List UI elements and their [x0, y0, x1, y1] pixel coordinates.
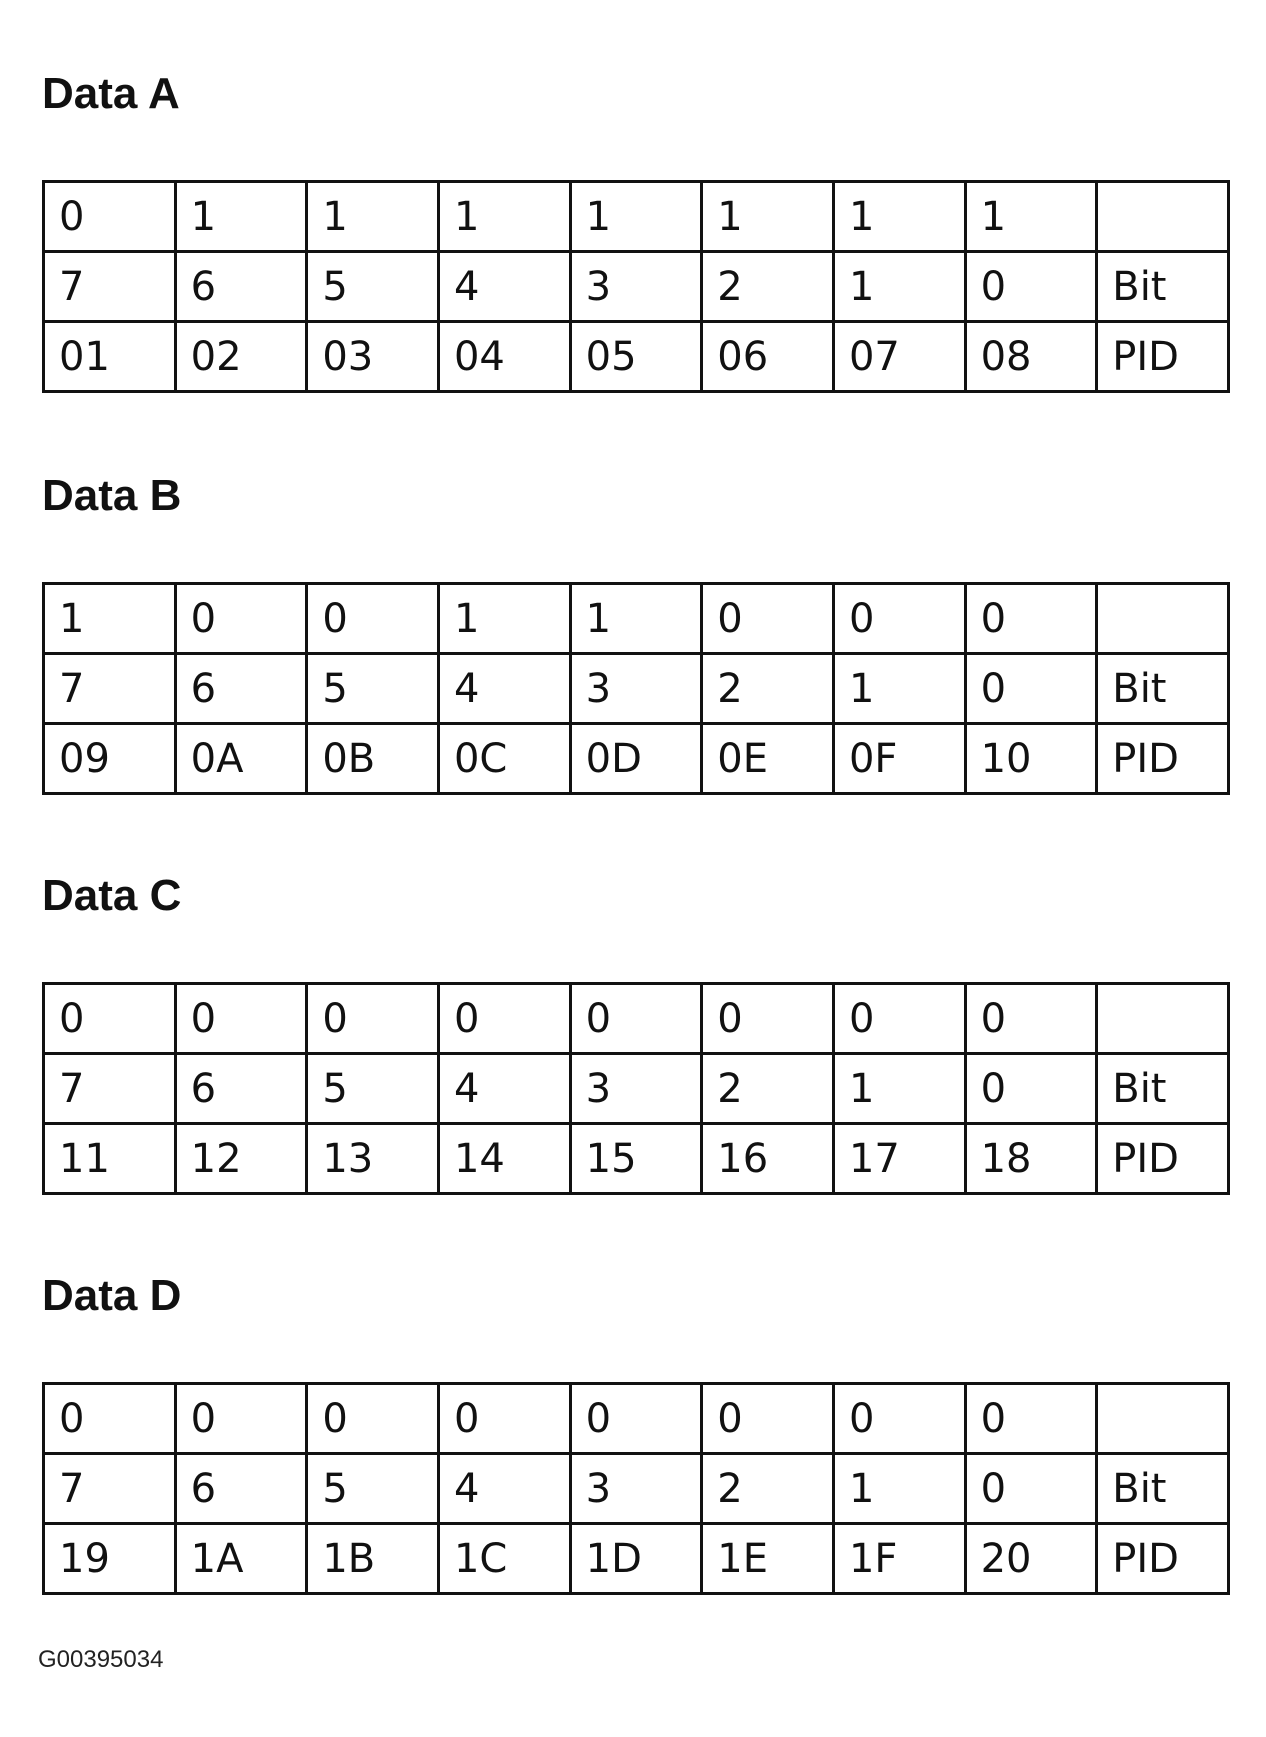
table-cell: 1	[570, 182, 702, 252]
table-cell: 14	[438, 1124, 570, 1194]
table-cell: 1	[833, 1054, 965, 1124]
pid-row	[44, 322, 1229, 392]
table-cell: 5	[307, 252, 439, 322]
table-cell: 0C	[438, 724, 570, 794]
table-cell: 0	[44, 182, 176, 252]
table-cell: 0	[175, 984, 307, 1054]
table-cell: 0	[965, 654, 1097, 724]
table-cell: 04	[438, 322, 570, 392]
table-cell: 16	[702, 1124, 834, 1194]
table-cell	[1097, 182, 1229, 252]
table-cell: 2	[702, 654, 834, 724]
table-cell: 0	[965, 1454, 1097, 1524]
table-cell	[1097, 984, 1229, 1054]
table-cell: 2	[702, 252, 834, 322]
table-cell: 0	[307, 984, 439, 1054]
values-row	[44, 984, 1229, 1054]
table-cell: 06	[702, 322, 834, 392]
table-cell: 1	[175, 182, 307, 252]
table-cell: 0E	[702, 724, 834, 794]
values-row	[44, 1384, 1229, 1454]
table-cell: 2	[702, 1054, 834, 1124]
table-cell: 1F	[833, 1524, 965, 1594]
table-cell: 6	[175, 252, 307, 322]
table-cell: 12	[175, 1124, 307, 1194]
table-cell: 10	[965, 724, 1097, 794]
section-title-data-d: Data D	[42, 1271, 182, 1320]
table-cell: 7	[44, 1054, 176, 1124]
table-cell: 1	[307, 182, 439, 252]
data-table-d	[42, 1382, 1230, 1595]
table-cell: 0	[438, 984, 570, 1054]
table-cell: 0	[965, 252, 1097, 322]
table-cell: 0	[965, 984, 1097, 1054]
table-cell: 4	[438, 654, 570, 724]
table-cell: 08	[965, 322, 1097, 392]
table-cell: 17	[833, 1124, 965, 1194]
bit-row	[44, 1454, 1229, 1524]
table-cell: 3	[570, 1054, 702, 1124]
table-cell: 11	[44, 1124, 176, 1194]
table-cell: PID	[1097, 1124, 1229, 1194]
table-cell: 0	[570, 1384, 702, 1454]
table-cell: 0	[833, 584, 965, 654]
table-cell: 1	[833, 252, 965, 322]
table-cell: 1	[833, 182, 965, 252]
table-cell: 3	[570, 252, 702, 322]
table-cell: 05	[570, 322, 702, 392]
table-cell: 0	[965, 1384, 1097, 1454]
table-cell: 0F	[833, 724, 965, 794]
pid-row	[44, 1524, 1229, 1594]
table-cell: 09	[44, 724, 176, 794]
table-cell: 1	[833, 1454, 965, 1524]
table-cell: 0	[702, 1384, 834, 1454]
table-cell: 0	[965, 1054, 1097, 1124]
table-cell: 1C	[438, 1524, 570, 1594]
table-cell: 0B	[307, 724, 439, 794]
data-table-b	[42, 582, 1230, 795]
table-cell: 3	[570, 1454, 702, 1524]
table-cell: Bit	[1097, 1454, 1229, 1524]
data-table-c	[42, 982, 1230, 1195]
figure-id: G00395034	[38, 1646, 164, 1673]
values-row	[44, 182, 1229, 252]
table-cell: 1	[570, 584, 702, 654]
table-cell: 1E	[702, 1524, 834, 1594]
table-cell: 0A	[175, 724, 307, 794]
table-cell: 0	[307, 584, 439, 654]
table-cell: 1D	[570, 1524, 702, 1594]
table-cell: 7	[44, 654, 176, 724]
table-cell: 1	[438, 584, 570, 654]
table-cell: 1	[965, 182, 1097, 252]
table-cell: 4	[438, 1054, 570, 1124]
table-cell: 6	[175, 654, 307, 724]
table-cell: 5	[307, 654, 439, 724]
table-cell: PID	[1097, 724, 1229, 794]
table-cell: 0	[702, 984, 834, 1054]
table-cell: 4	[438, 1454, 570, 1524]
table-cell: 0	[175, 1384, 307, 1454]
pid-row	[44, 724, 1229, 794]
data-table-a	[42, 180, 1230, 393]
table-cell: 0	[833, 984, 965, 1054]
table-cell	[1097, 1384, 1229, 1454]
table-cell: 19	[44, 1524, 176, 1594]
table-cell: 0	[965, 584, 1097, 654]
table-cell: 1	[833, 654, 965, 724]
table-cell: 7	[44, 252, 176, 322]
table-cell	[1097, 584, 1229, 654]
section-title-data-a: Data A	[42, 69, 180, 118]
table-cell: PID	[1097, 322, 1229, 392]
values-row	[44, 584, 1229, 654]
table-cell: 1A	[175, 1524, 307, 1594]
table-cell: PID	[1097, 1524, 1229, 1594]
table-cell: 0	[833, 1384, 965, 1454]
table-cell: 0	[44, 984, 176, 1054]
pid-row	[44, 1124, 1229, 1194]
table-cell: 6	[175, 1054, 307, 1124]
table-cell: 1	[438, 182, 570, 252]
table-cell: 1	[702, 182, 834, 252]
table-cell: 0	[175, 584, 307, 654]
table-cell: 18	[965, 1124, 1097, 1194]
table-cell: 6	[175, 1454, 307, 1524]
table-cell: 0	[570, 984, 702, 1054]
section-title-data-b: Data B	[42, 471, 182, 520]
bit-row	[44, 252, 1229, 322]
table-cell: 1B	[307, 1524, 439, 1594]
table-cell: 0	[702, 584, 834, 654]
table-cell: 03	[307, 322, 439, 392]
table-cell: 0	[44, 1384, 176, 1454]
table-cell: 4	[438, 252, 570, 322]
table-cell: Bit	[1097, 1054, 1229, 1124]
bit-row	[44, 654, 1229, 724]
table-cell: 02	[175, 322, 307, 392]
table-cell: 0	[307, 1384, 439, 1454]
table-cell: 1	[44, 584, 176, 654]
table-cell: 20	[965, 1524, 1097, 1594]
table-cell: 01	[44, 322, 176, 392]
table-cell: 13	[307, 1124, 439, 1194]
table-cell: 15	[570, 1124, 702, 1194]
table-cell: 3	[570, 654, 702, 724]
table-cell: 5	[307, 1054, 439, 1124]
table-cell: 0D	[570, 724, 702, 794]
table-cell: 0	[438, 1384, 570, 1454]
table-cell: Bit	[1097, 252, 1229, 322]
table-cell: Bit	[1097, 654, 1229, 724]
table-cell: 7	[44, 1454, 176, 1524]
table-cell: 07	[833, 322, 965, 392]
section-title-data-c: Data C	[42, 871, 182, 920]
table-cell: 2	[702, 1454, 834, 1524]
table-cell: 5	[307, 1454, 439, 1524]
bit-row	[44, 1054, 1229, 1124]
